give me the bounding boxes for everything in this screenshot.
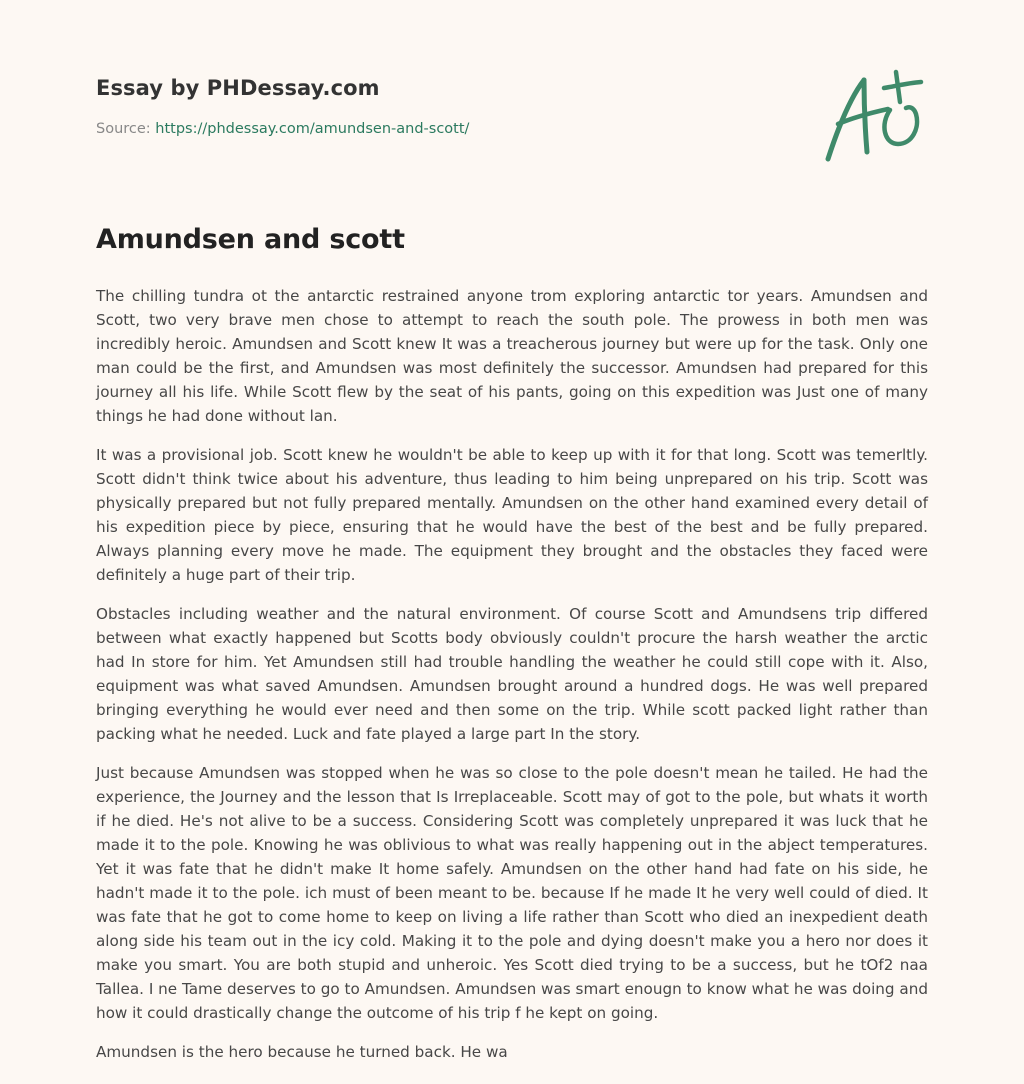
source-link[interactable]: https://phdessay.com/amundsen-and-scott/: [155, 121, 470, 137]
essay-paragraph: It was a provisional job. Scott knew he wouldn't be able to keep up with it for that long. Scott was temerltly. Scott didn't think twice about his adventure, thus leading to him being unprepared on his trip. Scott was physically prepared but not fully prepared mentally. Amundsen on the other hand examined every detail of his expedition piece by piece, ensuring that he would have the best of the best and be fully prepared. Always planning every move he made. The equipment they brought and the obstacles they faced were definitely a huge part of their trip.: [96, 446, 928, 584]
a-plus-logo-icon: [818, 66, 930, 166]
essay-body: [96, 284, 928, 1079]
essay-paragraph: Amundsen is the hero because he turned back. He wa: [96, 1043, 508, 1061]
page-header: [96, 76, 928, 137]
source-line: [96, 121, 928, 137]
essay-title: Amundsen and scott: [96, 224, 405, 255]
essay-paragraph: The chilling tundra ot the antarctic restrained anyone trom exploring antarctic tor years. Amundsen and Scott, two very brave men chose to attempt to reach the south pole. The prowess in both men was incredibly heroic. Amundsen and Scott knew It was a treacherous journey but were up for the task. Only one man could be the first, and Amundsen was most definitely the successor. Amundsen had prepared for this journey all his life. While Scott flew by the seat of his pants, going on this expedition was Just one of many things he had done without lan.: [96, 287, 928, 425]
essay-paragraph: Just because Amundsen was stopped when he was so close to the pole doesn't mean he tailed. He had the experience, the Journey and the lesson that Is Irreplaceable. Scott may of got to the pole, but whats it worth if he died. He's not alive to be a success. Considering Scott was completely unprepared it was luck that he made it to the pole. Knowing he was oblivious to what was really happening out in the abject temperatures. Yet it was fate that he didn't make It home safely. Amundsen on the other hand had fate on his side, he hadn't made it to the pole. ich must of been meant to be. because If he made It he very well could of died. It was fate that he got to come home to keep on living a life rather than Scott who died an inexpedient death along side his team out in the icy cold. Making it to the pole and dying doesn't make you a hero nor does it make you smart. You are both stupid and unheroic. Yes Scott died trying to be a success, but he tOf2 naa Tallea. I ne Tame deserves to go to Amundsen. Amundsen was smart enougn to know what he was doing and how it could drastically change the outcome of his trip f he kept on going.: [96, 764, 928, 1022]
essay-paragraph: Obstacles including weather and the natural environment. Of course Scott and Amundsens trip differed between what exactly happened but Scotts body obviously couldn't procure the harsh weather the arctic had In store for him. Yet Amundsen still had trouble handling the weather he could still cope with it. Also, equipment was what saved Amundsen. Amundsen brought around a hundred dogs. He was well prepared bringing everything he would ever need and then some on the trip. While scott packed light rather than packing what he needed. Luck and fate played a large part In the story.: [96, 605, 928, 743]
site-title: Essay by PHDessay.com: [96, 76, 380, 100]
source-label: Source:: [96, 121, 151, 137]
